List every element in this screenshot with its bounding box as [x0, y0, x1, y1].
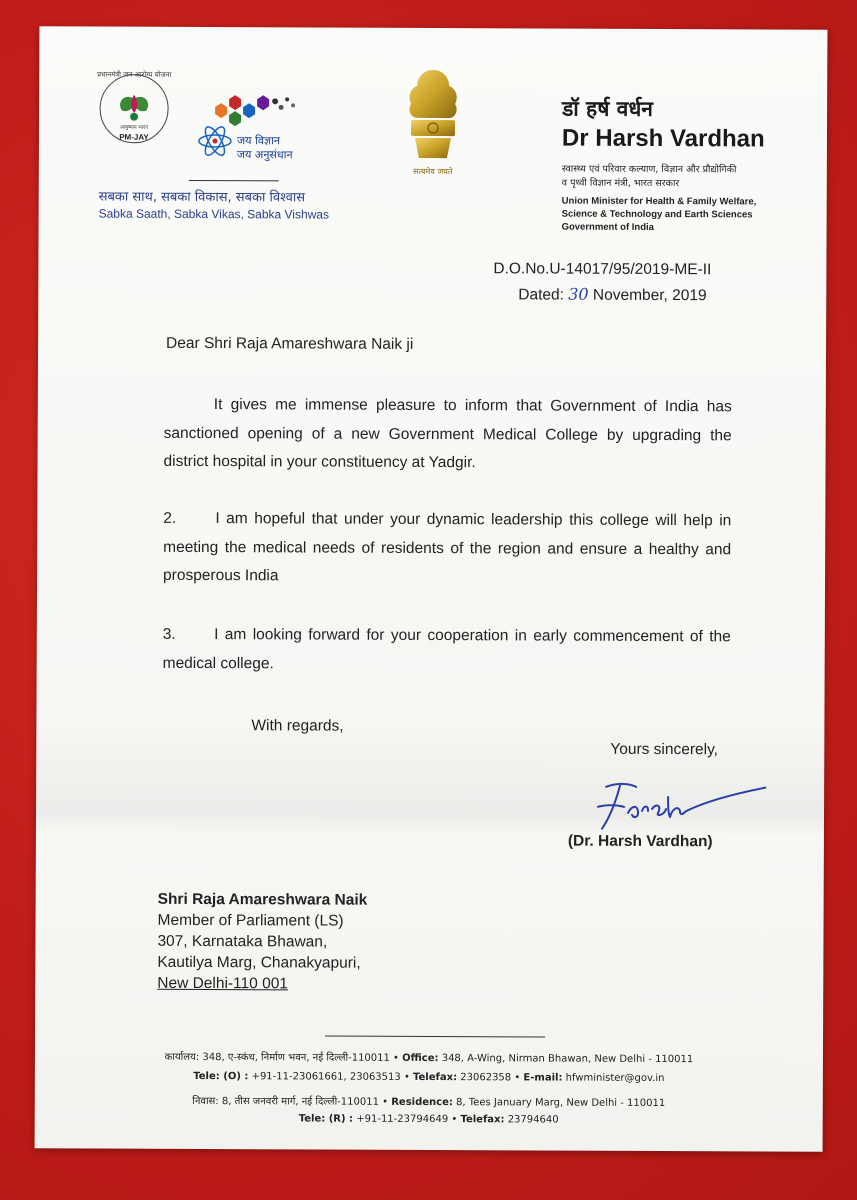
pmjay-top-text: प्रधानमंत्री जन आरोग्य योजना: [97, 70, 172, 79]
addressee-name: Shri Raja Amareshwara Naik: [157, 890, 368, 909]
footer-tel: +91-11-23061661, 23063513 •: [251, 1071, 410, 1083]
minister-title-hindi: [562, 163, 802, 192]
slogan-hindi: सबका साथ, सबका विकास, सबका विश्वास: [98, 189, 306, 206]
addressee-line2: 307, Karnataka Bhawan,: [157, 932, 328, 951]
regards: With regards,: [251, 717, 344, 735]
footer-office-label: Office:: [402, 1052, 439, 1065]
footer-email: hfwminister@gov.in: [565, 1072, 665, 1085]
footer-contact-line: [35, 1070, 823, 1084]
letter-paper: [35, 26, 828, 1151]
jay-vigyan-line1: जय विज्ञान: [236, 134, 280, 148]
footer-residence-hindi: निवास: 8, तीस जनवरी मार्ग, नई दिल्ली-110011 •: [192, 1095, 389, 1108]
title-english-line3: Government of India: [561, 221, 654, 233]
footer-tel-r-label: Tele: (R) :: [298, 1113, 354, 1125]
footer-telefax-r: 23794640: [507, 1114, 559, 1126]
title-hindi-line1: स्वास्थ्य एवं परिवार कल्याण, विज्ञान और प्रौद्योगिकी: [561, 163, 737, 176]
title-hindi-line2: व पृथ्वी विज्ञान मंत्री, भारत सरकार: [561, 177, 680, 190]
minister-name-english: Dr Harsh Vardhan: [561, 124, 765, 153]
dated-label: Dated:: [518, 286, 564, 304]
slogan-english: Sabka Saath, Sabka Vikas, Sabka Vishwas: [98, 206, 330, 222]
footer-residence-line: [35, 1092, 823, 1109]
national-emblem: [397, 66, 470, 186]
footer-office-hindi: कार्यालय: 348, ए-स्कंध, निर्माण भवन, नई दिल्ली-110011 •: [164, 1051, 399, 1064]
pmjay-label: PM-JAY: [119, 132, 149, 142]
signature-scribble-icon: [576, 777, 766, 838]
footer-telefax-r-label: Telefax:: [460, 1114, 505, 1126]
paragraph-2: 2. I am hopeful that under your dynamic leadership this college will help in meeting the medical needs of residents of the region and ensure a healthy and prosperous India: [163, 509, 736, 585]
footer-office-line: [35, 1048, 823, 1065]
addressee-line3: Kautilya Marg, Chanakyapuri,: [157, 953, 361, 972]
footer-office: 348, A-Wing, Nirman Bhawan, New Delhi - 110011: [441, 1053, 694, 1066]
title-english-line1: Union Minister for Health & Family Welfare,: [561, 195, 757, 208]
salutation: Dear Shri Raja Amareshwara Naik ji: [166, 334, 414, 353]
footer-telefax-label: Telefax:: [413, 1071, 458, 1084]
pmjay-logo: [94, 69, 174, 149]
jay-vigyan-line2: जय अनुसंधान: [236, 148, 293, 162]
slogan-divider: [189, 180, 279, 181]
footer-residence: 8, Tees January Marg, New Delhi - 110011: [456, 1097, 666, 1110]
closing: Yours sincerely,: [610, 740, 719, 759]
addressee-line4: New Delhi-110 001: [157, 974, 289, 993]
footer-tel-label: Tele: (O) :: [193, 1070, 249, 1083]
footer-residence-label: Residence:: [391, 1096, 453, 1109]
footer-email-label: E-mail:: [523, 1072, 563, 1084]
paragraph-3: 3. I am looking forward for your cooperation in early commencement of the medical college.: [162, 625, 736, 672]
paragraph-1: It gives me immense pleasure to inform that Government of India has sanctioned opening of a new Government Medical College by upgrading the district hospital in your constituency at Yadgir.: [163, 396, 732, 472]
signature: [576, 777, 766, 838]
footer-tel-r: +91-11-23794649 •: [356, 1113, 458, 1126]
footer-residence-contact-line: [35, 1112, 823, 1126]
emblem-motto: सत्यमेव जयते: [413, 166, 453, 177]
footer-telefax: 23062358 •: [460, 1072, 521, 1084]
signatory-name: (Dr. Harsh Vardhan): [567, 832, 713, 851]
minister-name-hindi: डॉ हर्ष वर्धन: [562, 96, 653, 121]
footer-divider: [325, 1036, 545, 1038]
date-line: [518, 284, 706, 305]
title-english-line2: Science & Technology and Earth Sciences: [561, 208, 753, 221]
pmjay-small-text: आयुष्मान भारत: [120, 124, 148, 131]
jay-vigyan-logo: [189, 85, 319, 166]
minister-title-english: [562, 195, 812, 235]
dated-day-handwritten: 30: [568, 284, 589, 304]
reference-number: D.O.No.U-14017/95/2019-ME-II: [493, 260, 712, 279]
lion-capital-icon: [397, 66, 469, 171]
addressee-line1: Member of Parliament (LS): [157, 911, 344, 930]
dated-month-year: November, 2019: [592, 286, 707, 305]
